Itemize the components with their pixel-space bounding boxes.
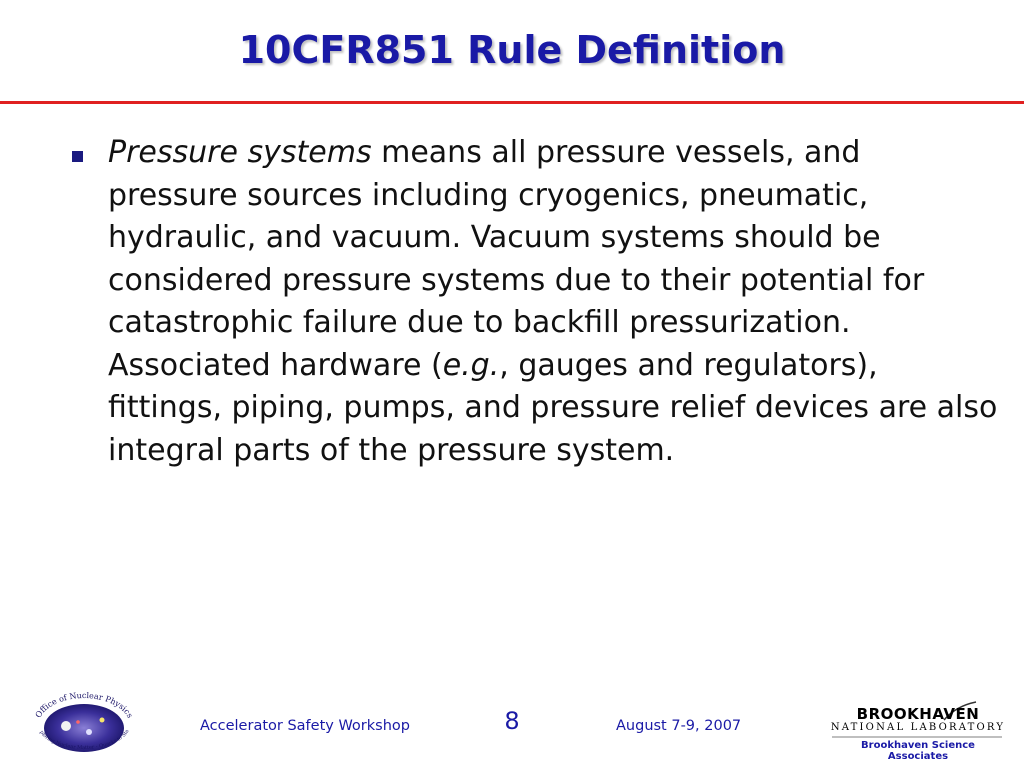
title-divider xyxy=(0,101,1024,104)
brookhaven-logo-subtitle: NATIONAL LABORATORY xyxy=(830,722,1006,733)
page-number: 8 xyxy=(504,707,520,735)
bullet-text xyxy=(108,132,998,472)
bullet-square-icon xyxy=(72,151,83,162)
brookhaven-science-associates: Brookhaven Science Associates xyxy=(861,740,975,762)
brookhaven-logo-name: BROOKHAVEN xyxy=(856,705,980,723)
bullet-text-part-2: , gauges and regulators), fittings, piping, pumps, and pressure relief devices are also integral parts of the pressure system. xyxy=(108,347,998,468)
bullet-term: Pressure systems xyxy=(108,135,372,170)
bullet-text-part-1: means all pressure vessels, and pressure sources including cryogenics, pneumatic, hydraulic, and vacuum. Vacuum systems should be considered pressure systems due to their potential for catastrophic failure due to backfill pressurization. Associated hardware ( xyxy=(108,135,925,383)
bullet-eg: e.g. xyxy=(442,347,500,383)
slide-title: 10CFR851 Rule Definition xyxy=(238,28,786,72)
onp-logo-top-text: Office of Nuclear Physics xyxy=(33,692,135,720)
footer-workshop-name: Accelerator Safety Workshop xyxy=(200,718,410,734)
footer-date: August 7-9, 2007 xyxy=(616,718,742,734)
onp-logo-bottom-text: ploring Nuclear Matter - Quarks to Sta xyxy=(38,728,131,752)
office-of-nuclear-physics-logo xyxy=(26,692,142,758)
